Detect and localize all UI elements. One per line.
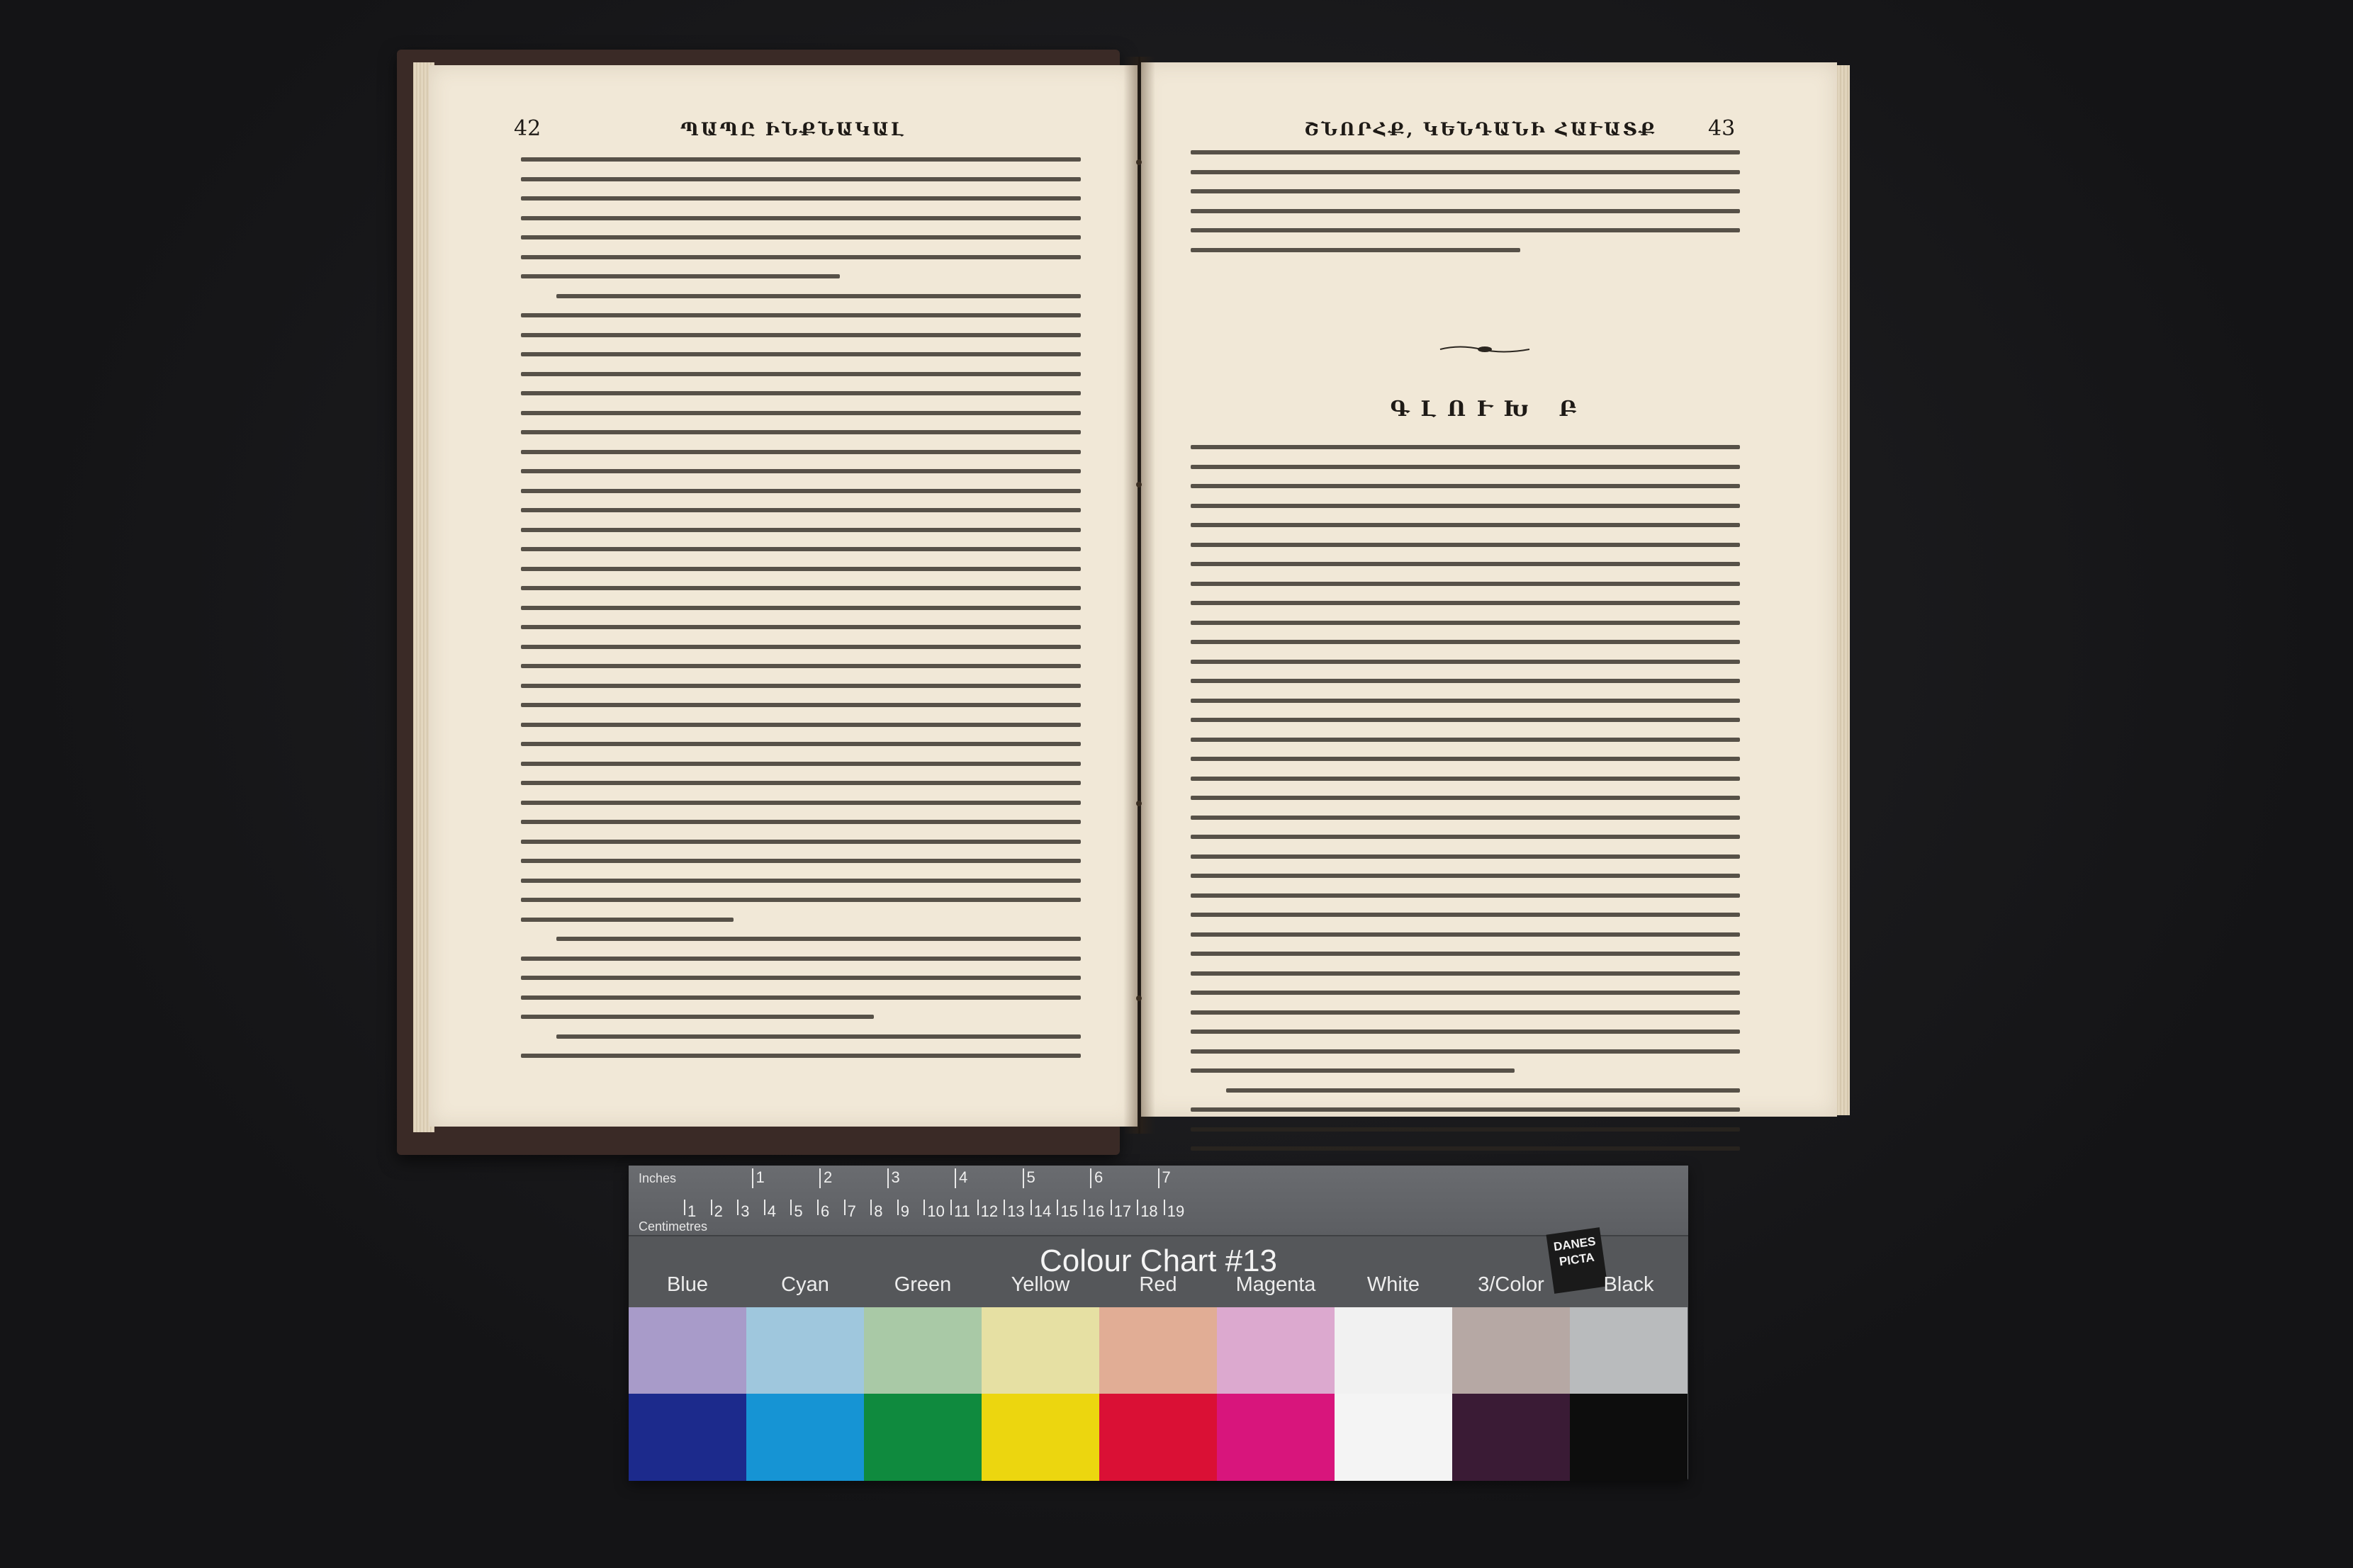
inch-tick — [1023, 1168, 1024, 1188]
text-line — [1191, 543, 1740, 547]
text-line — [521, 586, 1081, 590]
text-line — [1191, 582, 1740, 586]
swatch-tint — [1099, 1307, 1217, 1394]
text-line — [521, 372, 1081, 376]
text-line — [1191, 1030, 1740, 1034]
text-line — [521, 450, 1081, 454]
text-line — [521, 703, 1081, 707]
text-line — [521, 879, 1081, 883]
text-line — [521, 859, 1081, 863]
text-line — [521, 1054, 1081, 1058]
inch-tick — [955, 1168, 956, 1188]
text-line — [1191, 189, 1740, 193]
text-line — [521, 957, 1081, 961]
swatch-solid — [864, 1394, 982, 1481]
cm-tick — [1164, 1200, 1165, 1215]
swatch-label: Magenta — [1235, 1273, 1316, 1296]
text-line — [521, 235, 1081, 239]
centimetres-label: Centimetres — [639, 1219, 708, 1234]
swatch-label: Blue — [666, 1273, 709, 1296]
text-line — [521, 625, 1081, 629]
text-line — [521, 995, 1081, 1000]
text-line — [521, 274, 840, 278]
text-line — [1191, 1068, 1515, 1073]
inch-tick — [1090, 1168, 1091, 1188]
text-line — [1191, 228, 1740, 232]
text-line — [1191, 718, 1740, 722]
swatch-tint — [1452, 1307, 1570, 1394]
text-line — [1191, 971, 1740, 976]
cm-tick-label: 4 — [767, 1202, 777, 1220]
text-line — [521, 508, 1081, 512]
swatch-tint — [746, 1307, 864, 1394]
inch-tick-label: 7 — [1162, 1168, 1171, 1186]
cm-tick — [817, 1200, 819, 1215]
swatch-tint — [864, 1307, 982, 1394]
text-line — [521, 391, 1081, 395]
swatch-label: Green — [894, 1273, 952, 1296]
text-line — [521, 547, 1081, 551]
inch-tick-label: 5 — [1026, 1168, 1035, 1186]
cm-tick — [1057, 1200, 1058, 1215]
text-line — [1191, 952, 1740, 956]
swatch-solid — [1570, 1394, 1687, 1481]
text-line — [1191, 621, 1740, 625]
inch-tick-label: 3 — [891, 1168, 900, 1186]
text-line — [521, 255, 1081, 259]
text-line — [1191, 991, 1740, 995]
text-line — [521, 1015, 874, 1019]
text-line — [1191, 562, 1740, 566]
ruler — [629, 1166, 1688, 1236]
inch-tick — [752, 1168, 753, 1188]
text-line — [521, 820, 1081, 824]
page-edges-right — [1837, 65, 1850, 1115]
text-line — [1191, 484, 1740, 488]
text-line — [1191, 699, 1740, 703]
cm-tick — [870, 1200, 872, 1215]
cm-tick-label: 19 — [1167, 1202, 1185, 1220]
swatch-label: Black — [1603, 1273, 1654, 1296]
cm-tick — [711, 1200, 712, 1215]
swatch-label: White — [1366, 1273, 1420, 1296]
inch-tick-label: 1 — [756, 1168, 765, 1186]
text-line — [1191, 893, 1740, 898]
cm-tick-label: 1 — [687, 1202, 697, 1220]
text-line — [521, 898, 1081, 902]
text-line — [1191, 816, 1740, 820]
cm-tick-label: 18 — [1140, 1202, 1158, 1220]
text-line — [1191, 913, 1740, 917]
text-line — [521, 313, 1081, 317]
right-running-head: ՇՆՈՐՀՔ, ԿԵՆԴԱՆԻ ՀԱՒԱՏՔ — [1304, 119, 1658, 140]
swatch-label: Red — [1139, 1273, 1177, 1296]
text-line — [521, 801, 1081, 805]
right-page — [1141, 62, 1837, 1117]
text-line — [521, 352, 1081, 356]
swatch-tint — [629, 1307, 746, 1394]
text-line — [1191, 640, 1740, 644]
text-line — [521, 684, 1081, 688]
cm-tick — [684, 1200, 685, 1215]
text-line — [1191, 601, 1740, 605]
text-line — [1191, 660, 1740, 664]
text-line — [1191, 248, 1520, 252]
swatch-solid — [982, 1394, 1099, 1481]
text-line — [521, 528, 1081, 532]
text-line — [521, 723, 1081, 727]
text-line — [521, 762, 1081, 766]
ornament-divider — [1439, 344, 1531, 354]
book-gutter — [1123, 57, 1155, 1134]
text-line — [1191, 1049, 1740, 1054]
text-line — [1191, 150, 1740, 154]
binding-stitch — [1136, 159, 1142, 165]
cm-tick-label: 2 — [714, 1202, 723, 1220]
cm-tick — [737, 1200, 739, 1215]
cm-tick-label: 17 — [1113, 1202, 1132, 1220]
text-line — [1191, 738, 1740, 742]
text-line — [1191, 504, 1740, 508]
text-line — [521, 216, 1081, 220]
swatch-label: Yellow — [1011, 1273, 1070, 1296]
text-line — [1191, 170, 1740, 174]
swatch-label: 3/Color — [1478, 1273, 1544, 1296]
text-line — [1191, 1107, 1740, 1112]
inch-tick-label: 6 — [1094, 1168, 1104, 1186]
cm-tick-label: 13 — [1007, 1202, 1025, 1220]
text-line — [521, 489, 1081, 493]
colour-chart — [629, 1166, 1688, 1481]
danes-picta-logo: DANES PICTA — [1546, 1227, 1608, 1294]
text-line — [1191, 874, 1740, 878]
swatch-solid — [1099, 1394, 1217, 1481]
text-line — [1191, 1010, 1740, 1015]
cm-tick — [844, 1200, 846, 1215]
binding-stitch — [1136, 801, 1142, 806]
cm-tick-label: 11 — [954, 1202, 970, 1220]
cm-tick — [1004, 1200, 1005, 1215]
inch-tick — [819, 1168, 821, 1188]
inch-tick-label: 2 — [824, 1168, 833, 1186]
text-line — [1191, 523, 1740, 527]
inch-tick-label: 4 — [959, 1168, 968, 1186]
inch-tick — [887, 1168, 889, 1188]
binding-stitch — [1136, 995, 1142, 1001]
text-line — [556, 1034, 1081, 1039]
text-line — [521, 430, 1081, 434]
text-line — [1191, 1127, 1740, 1132]
cm-tick-label: 16 — [1087, 1202, 1105, 1220]
text-line — [1226, 1088, 1740, 1093]
cm-tick-label: 9 — [900, 1202, 910, 1220]
binding-stitch — [1136, 482, 1142, 487]
cm-tick — [1137, 1200, 1138, 1215]
cm-tick-label: 14 — [1033, 1202, 1052, 1220]
inch-tick — [1158, 1168, 1159, 1188]
text-line — [1191, 679, 1740, 683]
text-line — [1191, 465, 1740, 469]
text-line — [521, 469, 1081, 473]
text-line — [521, 742, 1081, 746]
text-line — [1191, 796, 1740, 800]
text-line — [521, 976, 1081, 980]
cm-tick-label: 12 — [980, 1202, 999, 1220]
text-line — [521, 781, 1081, 785]
text-line — [1191, 1146, 1740, 1151]
cm-tick-label: 3 — [741, 1202, 750, 1220]
text-line — [1191, 777, 1740, 781]
text-line — [521, 918, 734, 922]
text-line — [521, 196, 1081, 201]
chapter-heading: ԳԼՈՒԽ Բ — [1390, 397, 1588, 422]
text-line — [556, 937, 1081, 941]
cm-tick-label: 10 — [927, 1202, 945, 1220]
left-running-head: ՊԱՊԸ ԻՆՔՆԱԿԱԼ — [680, 119, 906, 140]
text-line — [556, 294, 1081, 298]
text-line — [1191, 757, 1740, 761]
swatch-solid — [1452, 1394, 1570, 1481]
cm-tick-label: 6 — [821, 1202, 830, 1220]
text-line — [1191, 854, 1740, 859]
swatch-tint — [1570, 1307, 1687, 1394]
text-line — [521, 840, 1081, 844]
cm-tick-label: 5 — [794, 1202, 803, 1220]
swatch-tint — [1335, 1307, 1452, 1394]
swatch-tint — [1217, 1307, 1335, 1394]
inches-label: Inches — [639, 1171, 677, 1185]
swatch-solid — [1217, 1394, 1335, 1481]
swatch-label: Cyan — [781, 1273, 829, 1296]
cm-tick — [1111, 1200, 1112, 1215]
cm-tick — [950, 1200, 952, 1215]
chart-title: Colour Chart #13 — [1039, 1243, 1278, 1278]
left-page — [429, 65, 1138, 1127]
text-line — [521, 333, 1081, 337]
swatch-solid — [746, 1394, 864, 1481]
cm-tick — [977, 1200, 979, 1215]
cm-tick-label: 8 — [874, 1202, 883, 1220]
swatch-solid — [629, 1394, 746, 1481]
cm-tick-label: 7 — [847, 1202, 856, 1220]
text-line — [521, 664, 1081, 668]
text-line — [521, 177, 1081, 181]
cm-tick — [1084, 1200, 1085, 1215]
cm-tick — [764, 1200, 765, 1215]
cm-tick-label: 15 — [1060, 1202, 1078, 1220]
text-line — [1191, 835, 1740, 839]
text-line — [1191, 445, 1740, 449]
text-line — [521, 606, 1081, 610]
text-line — [521, 157, 1081, 162]
text-line — [521, 411, 1081, 415]
cm-tick — [897, 1200, 899, 1215]
left-page-number: 42 — [514, 116, 541, 141]
cm-tick — [790, 1200, 792, 1215]
cm-tick — [923, 1200, 925, 1215]
swatch-solid — [1335, 1394, 1452, 1481]
text-line — [521, 567, 1081, 571]
text-line — [1191, 932, 1740, 937]
text-line — [1191, 209, 1740, 213]
swatch-tint — [982, 1307, 1099, 1394]
cm-tick — [1031, 1200, 1032, 1215]
text-line — [521, 645, 1081, 649]
right-page-number: 43 — [1708, 116, 1736, 141]
